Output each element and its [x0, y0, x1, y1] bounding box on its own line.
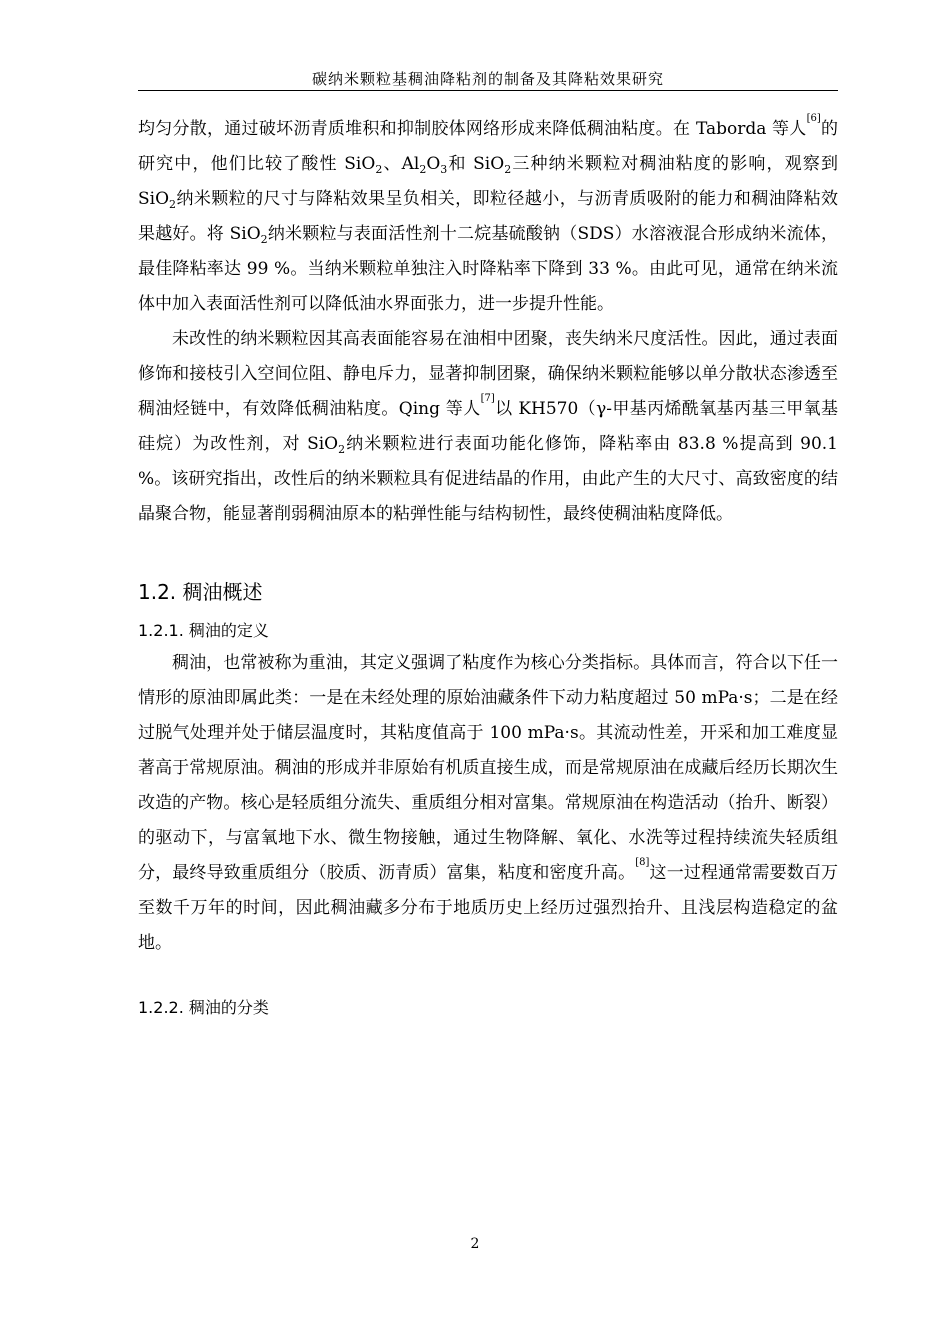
- paragraph-heavy-oil-definition: 稠油，也常被称为重油，其定义强调了粘度作为核心分类指标。具体而言，符合以下任一情形的原油即属此类：一是在未经处理的原始油藏条件下动力粘度超过 50 mPa·s；二是在经过脱气处理并处于储层温度时，其粘度值高于 100 mPa·s。其流动性差，开采和加工难度显著高于常规原油。稠油的形成并非原始有机质直接生成，而是常规原油在成藏后经历长期次生改造的产物。核心是轻质组分流失、重质组分相对富集。常规原油在构造活动（抬升、断裂）的驱动下，与富氧地下水、微生物接触，通过生物降解、氧化、水洗等过程持续流失轻质组分，最终导致重质组分（胶质、沥青质）富集，粘度和密度升高。[8]这一过程通常需要数百万至数千万年的时间，因此稠油藏多分布于地质历史上经历过强烈抬升、且浅层构造稳定的盆地。: [138, 653, 839, 953]
- citation-7: [7]: [480, 393, 495, 404]
- page-number: 2: [470, 1236, 480, 1252]
- citation-6: [6]: [806, 113, 821, 124]
- running-header: 碳纳米颗粒基稠油降粘剂的制备及其降粘效果研究: [311, 70, 664, 88]
- paragraph-surface-modification: 未改性的纳米颗粒因其高表面能容易在油相中团聚，丧失纳米尺度活性。因此，通过表面修饰和接枝引入空间位阻、静电斥力，显著抑制团聚，确保纳米颗粒能够以单分散状态渗透至稠油烃链中，有效降低稠油粘度。Qing 等人[7]以 KH570（γ-甲基丙烯酰氧基丙基三甲氧基硅烷）为改性剂，对 SiO$_2$纳米颗粒进行表面功能化修饰，降粘率由 83.8 %提高到 90.1 %。该研究指出，改性后的纳米颗粒具有促进结晶的作用，由此产生的大尺寸、高致密度的结晶聚合物，能显著削弱稠油原本的粘弹性能与结构韧性，最终使稠油粘度降低。: [138, 329, 838, 524]
- header-rule: [138, 90, 838, 91]
- subsection-heading-definition: 1.2.1. 稠油的定义: [138, 621, 269, 640]
- citation-8: [8]: [635, 857, 650, 868]
- subsection-heading-classification: 1.2.2. 稠油的分类: [138, 998, 269, 1017]
- paragraph-nanofluid-surfactant: 均匀分散，通过破坏沥青质堆积和抑制胶体网络形成来降低稠油粘度。在 Taborda 等人[6]的研究中，他们比较了酸性 SiO$_2$、$Al_2O_3$和 SiO$_2$三种纳米颗粒对稠油粘度的影响，观察到 SiO$_2$纳米颗粒的尺寸与降粘效果呈负相关，即粒径越小，与沥青质吸附的能力和稠油降粘效果越好。将 SiO$_2$纳米颗粒与表面活性剂十二烷基硫酸钠（SDS）水溶液混合形成纳米流体，最佳降粘率达 99 %。当纳米颗粒单独注入时降粘率下降到 33 %。由此可见，通常在纳米流体中加入表面活性剂可以降低油水界面张力，进一步提升性能。: [138, 113, 838, 314]
- page-body: [138, 112, 838, 1023]
- section-heading: 1.2. 稠油概述: [138, 580, 263, 604]
